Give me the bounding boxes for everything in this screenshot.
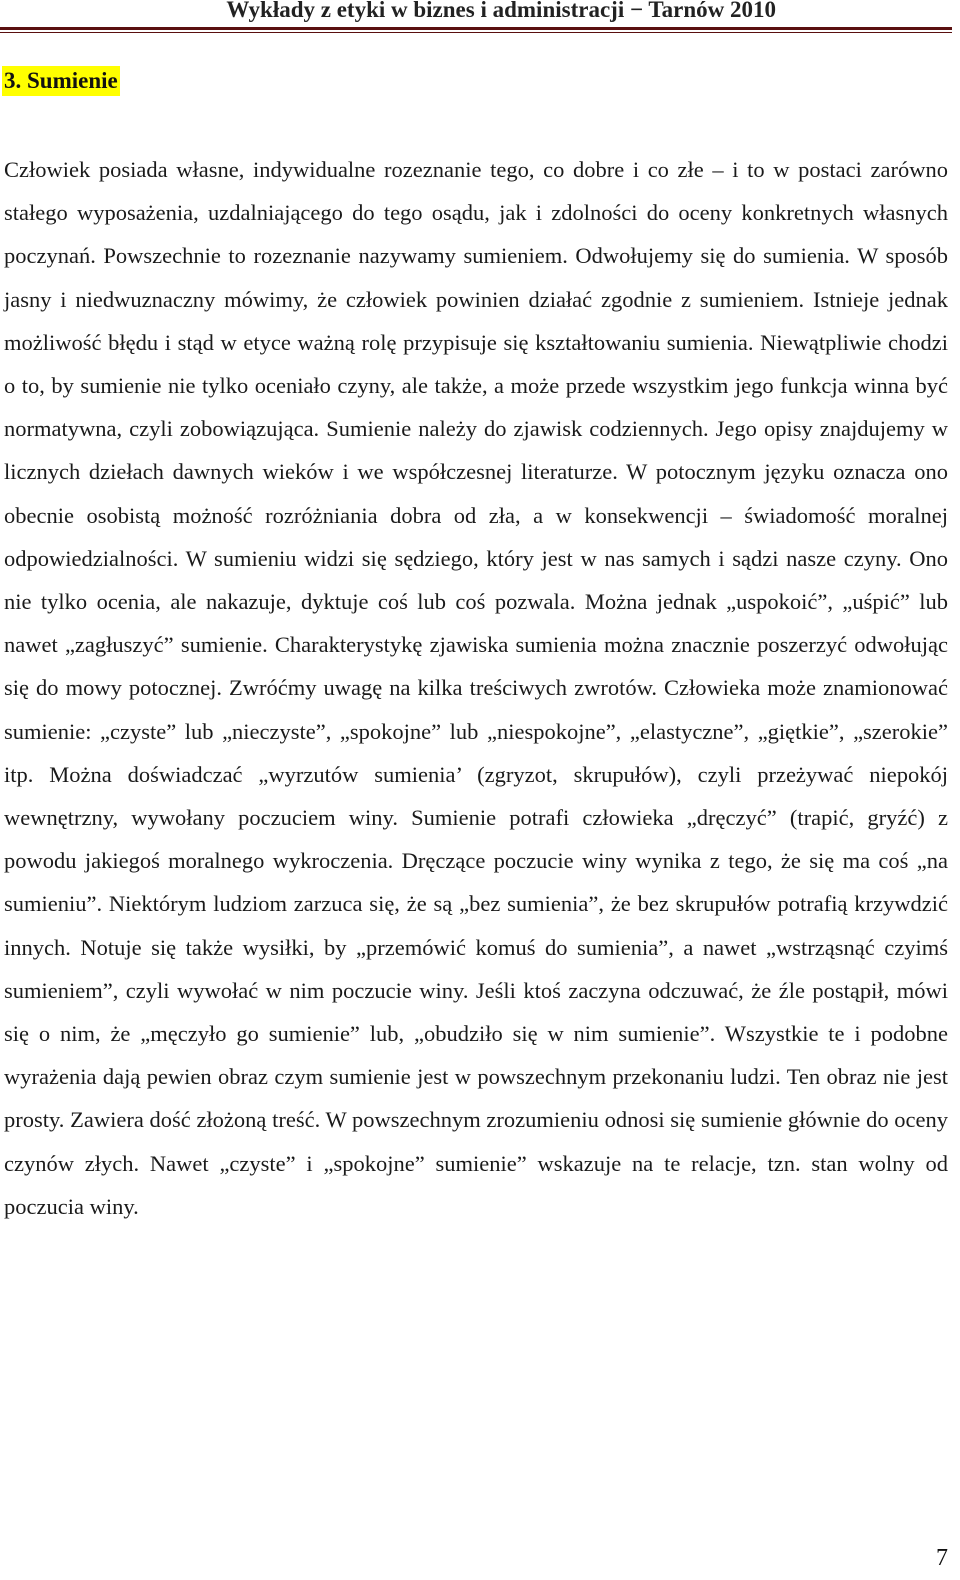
header-rule-thick	[0, 27, 952, 30]
running-header-title: Wykłady z etyki w biznes i administracji − Tarnów 2010	[226, 0, 776, 22]
running-header	[0, 0, 952, 34]
section-heading: 3. Sumienie	[2, 66, 120, 96]
body-paragraph: Człowiek posiada własne, indywidualne rozeznanie tego, co dobre i co złe – i to w postaci zarówno stałego wyposażenia, uzdalniającego do tego osądu, jak i zdolności do oceny konkretnych własnych poczynań. Powszechnie to rozeznanie nazywamy sumieniem. Odwołujemy się do sumienia. W sposób jasny i niedwuznaczny mówimy, że człowiek powinien działać zgodnie z sumieniem. Istnieje jednak możliwość błędu i stąd w etyce ważną rolę przypisuje się kształtowaniu sumienia. Niewątpliwie chodzi o to, by sumienie nie tylko oceniało czyny, ale także, a może przede wszystkim jego funkcja winna być normatywna, czyli zobowiązująca. Sumienie należy do zjawisk codziennych. Jego opisy znajdujemy w licznych dziełach dawnych wieków i we współczesnej literaturze. W potocznym języku oznacza ono obecnie osobistą możność rozróżniania dobra od zła, a w konsekwencji – świadomość moralnej odpowiedzialności. W sumieniu widzi się sędziego, który jest w nas samych i sądzi nasze czyny. Ono nie tylko ocenia, ale nakazuje, dyktuje coś lub coś pozwala. Można jednak „uspokoić”, „uśpić” lub nawet „zagłuszyć” sumienie. Charakterystykę zjawiska sumienia można znacznie poszerzyć odwołując się do mowy potocznej. Zwróćmy uwagę na kilka treściwych zwrotów. Człowieka może znamionować sumienie: „czyste” lub „nieczyste”, „spokojne” lub „niespokojne”, „elastyczne”, „giętkie”, „szerokie” itp. Można doświadczać „wyrzutów sumienia’ (zgryzot, skrupułów), czyli przeżywać niepokój wewnętrzny, wywołany poczuciem winy. Sumienie potrafi człowieka „dręczyć” (trapić, gryźć) z powodu jakiegoś moralnego wykroczenia. Dręczące poczucie winy wynika z tego, że się ma coś „na sumieniu”. Niektórym ludziom zarzuca się, że są „bez sumienia”, że bez skrupułów potrafią krzywdzić innych. Notuje się także wysiłki, by „przemówić komuś do sumienia”, a nawet „wstrząsnąć czyimś sumieniem”, czyli wywołać w nim poczucie winy. Jeśli ktoś zaczyna odczuwać, że źle postąpił, mówi się o nim, że „męczyło go sumienie” lub, „obudziło się w nim sumienie”. Wszystkie te i podobne wyrażenia dają pewien obraz czym sumienie jest w powszechnym przekonaniu ludzi. Ten obraz nie jest prosty. Zawiera dość złożoną treść. W powszechnym zrozumieniu odnosi się sumienie głównie do oceny czynów złych. Nawet „czyste” i „spokojne” sumienie” wskazuje na te relacje, tzn. stan wolny od poczucia winy.	[4, 157, 948, 1219]
header-rule-thin	[0, 32, 952, 33]
page-number: 7	[936, 1545, 948, 1571]
